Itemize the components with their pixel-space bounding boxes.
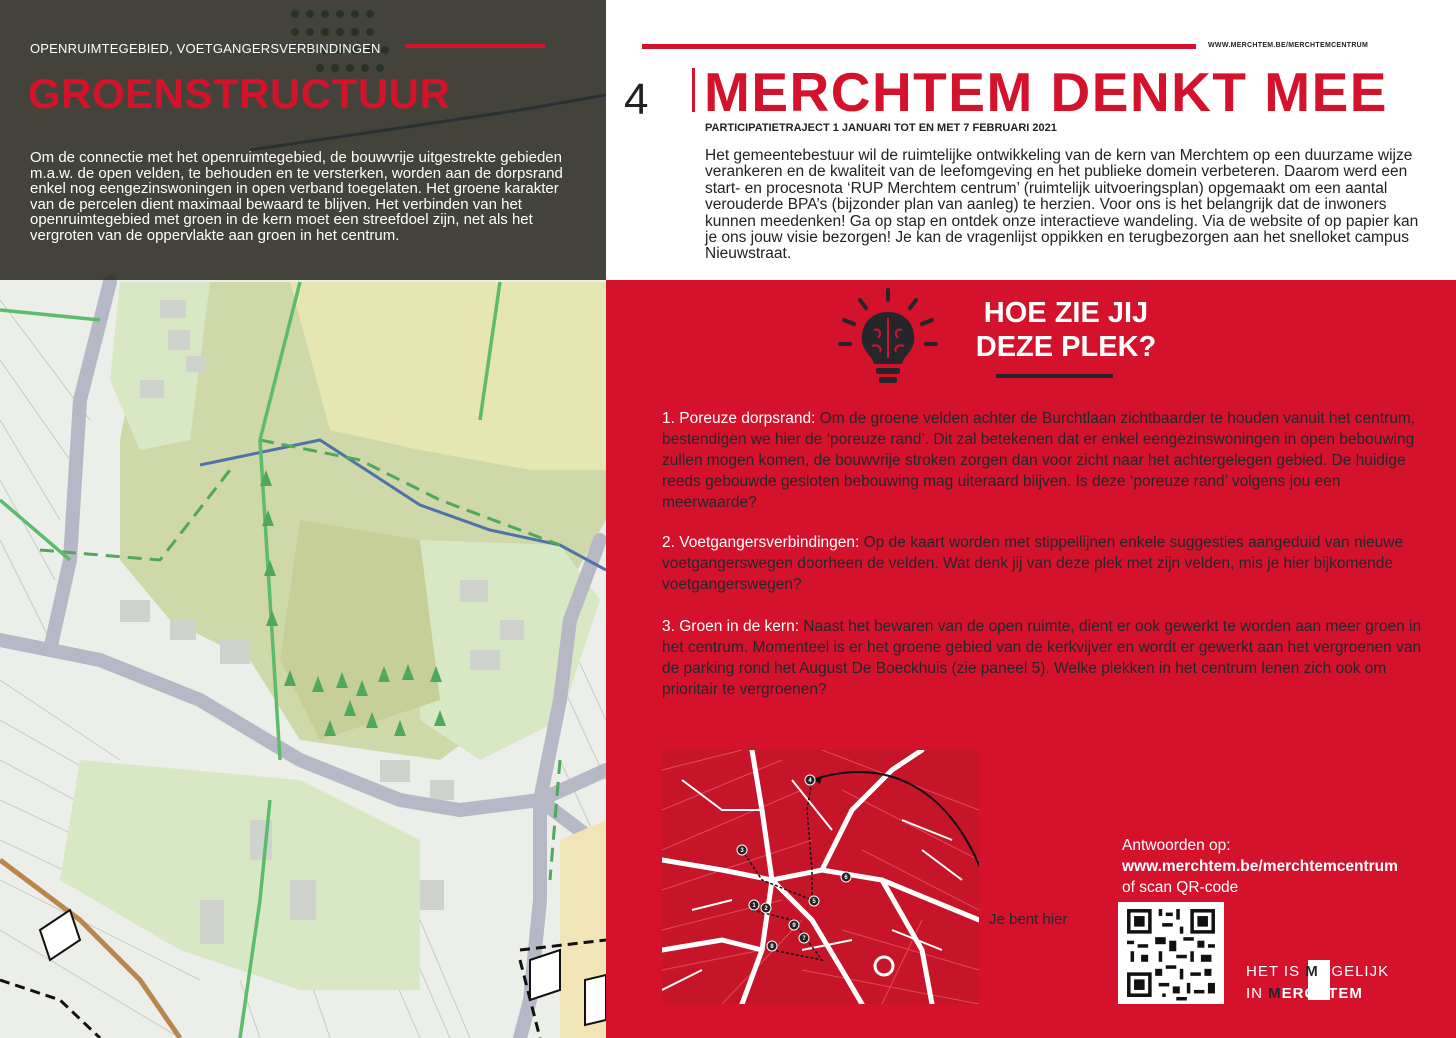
question-heading-line1: HOE ZIE JIJ [983,297,1149,329]
walking-route-map [662,750,979,1004]
answers-qr-text: of scan QR-code [1122,879,1239,896]
left-accent-bar [405,44,545,48]
question-heading-line2: DEZE PLEK? [975,331,1157,363]
left-intro-panel [0,0,606,280]
answers-label: Antwoorden op: [1122,837,1231,854]
question-3-label: 3. Groen in de kern: [662,618,799,635]
header-body-text: Het gemeentebestuur wil de ruimtelijke ontwikkeling van de kern van Merchtem op een duurzame wijze verankeren en de kwaliteit van de leefomgeving en het publieke domein verbeteren. Daarom werd een start- en procesnota ‘RUP Merchtem centrum’ (ruimtelijk uitvoeringsplan) opgemaakt om een aantal verouderde BPA’s (bijzonder plan van aanleg) te herzien. Voor ons is het belangrijk dat de inwoners kunnen meedenken! Ga op stap en ontdek onze interactieve wandeling. Via de website of op papier kan je ons jouw visie bezorgen! Je kan de vragenlijst oppikken en terugbezorgen aan het snelloket campus Nieuwstraat. [705,147,1419,263]
qr-code-icon[interactable] [1118,902,1224,1004]
you-are-here-label: Je bent hier [989,911,1068,928]
lightbulb-brain-icon [830,286,946,390]
heading-underline [996,374,1113,378]
question-3 [662,616,1422,700]
header-url[interactable]: WWW.MERCHTEM.BE/MERCHTEMCENTRUM [1208,42,1369,49]
slogan-line2-start: IN [1246,985,1269,1002]
left-intro-text: Om de connectie met het openruimtegebied, de bouwvrije uitgestrekte gebieden m.a.w. de open velden, te behouden en te versterken, worden aan de dorpsrand enkel nog eengezinswoningen in open verband toegelaten. Het groene karakter van de percelen dient maximaal bewaard te blijven. Het verbinden van het openruimtegebied met groen in de kern moet een streefdoel zijn, net als het vergroten van de oppervlakte aan groen in het centrum. [30,149,563,244]
question-1-text: Om de groene velden achter de Burchtlaan zichtbaarder te houden vanuit het centrum, bestendigen we hier de ‘poreuze rand’. Dit zal betekenen dat er enkel eengezinswoningen in open bebouwing zullen mogen komen, de bouwvrije stroken zorgen dan voor zicht naar het achtergelegen gebied. De huidige reeds gebouwde gesloten bebouwing mag uiteraard blijven. Is deze ‘poreuze rand’ volgens jou een meerwaarde? [662,410,1416,511]
map-marker-5: 5 [812,899,816,905]
page-title: MERCHTEM DENKT MEE [704,61,1388,123]
header-accent-bar [642,44,1196,49]
left-panel [0,0,606,1038]
question-1-label: 1. Poreuze dorpsrand: [662,410,816,427]
slogan-m2: M [1268,985,1282,1002]
map-marker-3: 3 [740,848,744,854]
map-marker-2: 2 [764,906,768,912]
left-subtitle: OPENRUIMTEGEBIED, VOETGANGERSVERBINDINGEN [30,41,381,56]
question-2 [662,532,1422,595]
question-2-text: Op de kaart worden met stippellijnen enkele suggesties aangeduid van nieuwe voetgangerswegen doorheen de velden. Wat denk jij van deze plek met zijn velden, mis je hier bijkomende voetgangerswegen? [662,534,1404,593]
map-marker-1: 1 [752,903,756,909]
question-panel [606,280,1456,1038]
map-marker-8: 8 [770,944,774,950]
question-heading [966,296,1166,364]
title-divider [692,68,695,112]
map-marker-7: 7 [802,936,806,942]
slogan-line1-end: OGELIJK [1318,963,1390,980]
slogan-line1-start: HET IS [1246,963,1306,980]
answers-url-link[interactable]: www.merchtem.be/merchtemcentrum [1122,858,1398,875]
panel-number: 4 [624,75,649,124]
page-subtitle: PARTICIPATIETRAJECT 1 JANUARI TOT EN MET 7 FEBRUARI 2021 [705,122,1057,134]
question-2-label: 2. Voetgangersverbindingen: [662,534,860,551]
slogan-m1: M [1305,963,1319,980]
question-3-text: Naast het bewaren van de open ruimte, dient er ook gewerkt te worden aan meer groen in het centrum. Momenteel is er het groene gebied van de kerkvijver en wordt er gewerkt aan het vergroenen van de parking rond het August De Boeckhuis (zie paneel 5). Welke plekken in het centrum lenen zich ook om prioritair te vergroenen? [662,618,1422,698]
left-title: GROENSTRUCTUUR [28,70,451,117]
header-panel [606,0,1456,280]
map-marker-6: 6 [844,875,848,881]
question-1 [662,408,1422,513]
slogan-line2-end: ERCHTEM [1281,985,1363,1002]
map-marker-4: 4 [808,778,812,784]
answers-block [1122,835,1398,898]
map-marker-9: 9 [792,923,796,929]
